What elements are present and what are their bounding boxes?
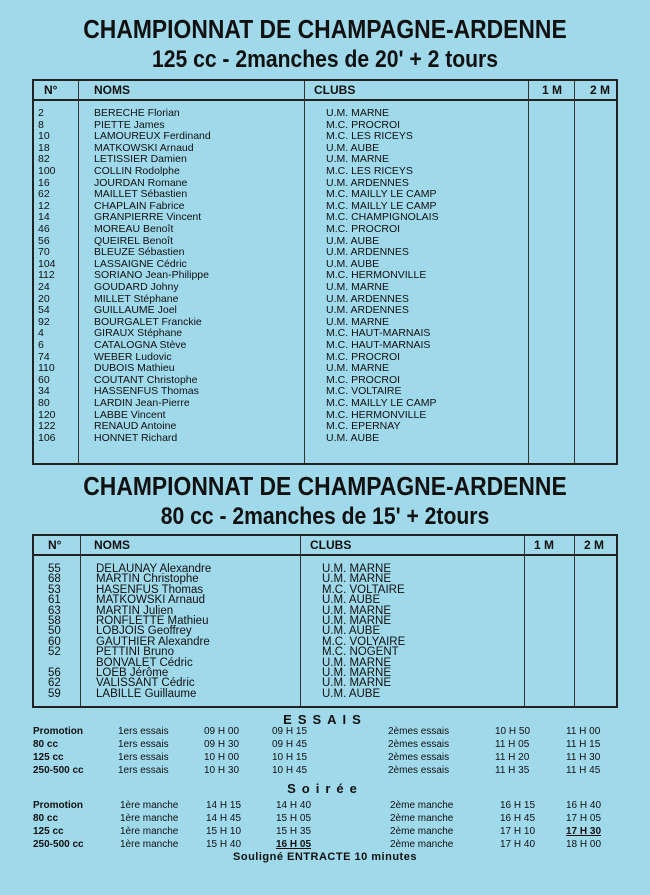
- rider-club: U.M. AUBE: [322, 625, 381, 638]
- start-time: 17 H 10: [500, 826, 536, 837]
- rider-name: BOURGALET Franckie: [94, 315, 202, 328]
- start-time: 16 H 15: [500, 800, 536, 811]
- session-label: 2ème manche: [390, 826, 454, 837]
- rider-club: U.M. AUBE: [326, 257, 380, 270]
- rider-number: 53: [48, 583, 61, 596]
- end-time: 15 H 35: [276, 826, 312, 837]
- rider-club: U.M. MARNE: [322, 615, 391, 627]
- rider-club: M.C. NOGENT: [322, 646, 399, 659]
- header-m1: 1 M: [542, 83, 563, 97]
- schedule-row: [0, 764, 650, 777]
- rider-club: M.C. HAUT-MARNAIS: [326, 327, 431, 340]
- rider-number: 60: [48, 635, 61, 648]
- session-label: 1ers essais: [118, 752, 169, 763]
- end-time: 17 H 30: [566, 826, 602, 837]
- rider-number: 100: [38, 165, 56, 177]
- rider-name: MATKOWSKI Arnaud: [94, 141, 194, 154]
- rider-number: 18: [38, 141, 50, 154]
- rider-number: 120: [38, 408, 56, 421]
- rider-number: 106: [38, 431, 56, 444]
- header-num: N°: [48, 538, 62, 552]
- category-label: 125 cc: [33, 752, 64, 763]
- rider-number: 62: [38, 188, 50, 201]
- rider-number: 112: [38, 269, 55, 282]
- rider-number: 8: [38, 118, 44, 131]
- rider-name: MOREAU Benoît: [94, 223, 174, 235]
- rider-club: M.C. LES RICEYS: [326, 165, 413, 177]
- session-label: 2ème manche: [390, 813, 454, 824]
- category-label: 250-500 cc: [33, 765, 84, 776]
- rider-name: LABBE Vincent: [94, 408, 166, 421]
- category-label: Promotion: [33, 800, 83, 811]
- schedule-row: [0, 725, 650, 738]
- rider-name: COUTANT Christophe: [94, 373, 198, 386]
- rider-club: U.M. ARDENNES: [326, 304, 409, 317]
- session-label: 1ers essais: [118, 726, 169, 737]
- rider-name: GOUDARD Johny: [94, 281, 179, 293]
- category-label: Promotion: [33, 726, 83, 737]
- rider-number: 70: [38, 246, 50, 259]
- table-row: [34, 108, 616, 120]
- rider-name: LAMOUREUX Ferdinand: [94, 130, 211, 143]
- rider-number: 46: [38, 223, 50, 235]
- rider-name: JOURDAN Romane: [94, 176, 188, 189]
- session-label: 2ème manche: [390, 800, 454, 811]
- rider-name: DELAUNAY Alexandre: [96, 563, 212, 575]
- header-m1: 1 M: [534, 538, 555, 552]
- rider-number: 54: [38, 304, 50, 317]
- rider-club: U.M. MARNE: [322, 667, 391, 679]
- rider-club: M.C. LES RICEYS: [326, 130, 413, 143]
- start-time: 09 H 00: [204, 726, 240, 737]
- start-time: 11 H 35: [495, 765, 530, 776]
- rider-club: U.M. MARNE: [326, 107, 389, 119]
- rider-club: M.C. MAILLY LE CAMP: [326, 188, 437, 201]
- start-time: 15 H 10: [206, 826, 242, 837]
- table-row: [34, 340, 616, 352]
- end-time: 11 H 45: [566, 765, 601, 776]
- rider-number: 10: [38, 130, 50, 143]
- footer-note: Souligné ENTRACTE 10 minutes: [233, 851, 417, 863]
- rider-number: 82: [38, 153, 50, 166]
- end-time: 11 H 15: [566, 739, 601, 750]
- rider-club: U.M. AUBE: [322, 687, 381, 700]
- rider-name: MARTIN Julien: [96, 604, 174, 617]
- rider-number: 92: [38, 315, 50, 328]
- rider-club: M.C. VOLTAIRE: [326, 385, 402, 398]
- soiree-title: Soirée: [287, 781, 363, 796]
- table-header: [34, 536, 616, 556]
- rider-name: QUEIREL Benoît: [94, 234, 173, 247]
- start-time: 16 H 45: [500, 813, 536, 824]
- rider-number: 2: [38, 107, 44, 119]
- rider-name: LOBJOIS Geoffrey: [96, 625, 192, 638]
- header-num: N°: [44, 83, 58, 97]
- rider-club: U.M. AUBE: [326, 234, 380, 247]
- table-row: [34, 433, 616, 445]
- rider-club: U.M. ARDENNES: [326, 292, 409, 305]
- rider-club: U.M. MARNE: [326, 362, 389, 375]
- rider-club: U.M. AUBE: [326, 141, 380, 154]
- rider-number: 24: [38, 281, 50, 293]
- rider-number: 16: [38, 176, 50, 189]
- rider-name: MAILLET Sébastien: [94, 188, 188, 201]
- end-time: 16 H 05: [276, 839, 312, 850]
- start-time: 11 H 05: [495, 739, 530, 750]
- schedule-row: [0, 751, 650, 764]
- subtitle-125: 125 cc - 2manches de 20' + 2 tours: [151, 46, 499, 73]
- start-time: 10 H 50: [495, 726, 531, 737]
- subtitle-80: 80 cc - 2manches de 15' + 2tours: [160, 503, 490, 530]
- schedule-row: [0, 825, 650, 838]
- rider-number: 12: [38, 199, 50, 212]
- table-row: [34, 398, 616, 410]
- rider-name: RONFLETTE Mathieu: [96, 615, 209, 627]
- end-time: 16 H 40: [566, 800, 602, 811]
- header-m2: 2 M: [584, 538, 605, 552]
- table-row: [34, 282, 616, 294]
- schedule-row: [0, 799, 650, 812]
- rider-club: M.C. CHAMPIGNOLAIS: [326, 211, 439, 224]
- schedule-row: [0, 738, 650, 751]
- rider-club: U.M. AUBE: [326, 431, 380, 444]
- rider-number: 56: [38, 234, 50, 247]
- header-clubs: CLUBS: [310, 538, 352, 552]
- session-label: 1ers essais: [118, 765, 169, 776]
- rider-club: M.C. PROCROI: [326, 350, 401, 363]
- rider-number: 61: [48, 594, 61, 607]
- rider-number: 6: [38, 339, 44, 351]
- session-label: 1ère manche: [120, 813, 179, 824]
- rider-name: CHAPLAIN Fabrice: [94, 199, 185, 212]
- rider-number: 58: [48, 615, 61, 627]
- rider-name: VALISSANT Cédric: [96, 677, 195, 690]
- title-125: CHAMPIONNAT DE CHAMPAGNE-ARDENNE: [83, 14, 567, 44]
- start-time: 11 H 20: [495, 752, 530, 763]
- start-time: 17 H 40: [500, 839, 536, 850]
- rider-name: GIRAUX Stéphane: [94, 327, 183, 340]
- session-label: 1ers essais: [118, 739, 169, 750]
- rider-club: M.C. EPERNAY: [326, 420, 401, 433]
- rider-club: U.M. MARNE: [322, 656, 391, 669]
- rider-club: U.M. MARNE: [322, 604, 391, 617]
- rider-name: MATKOWSKI Arnaud: [96, 594, 206, 607]
- rider-number: 59: [48, 687, 61, 700]
- rider-club: M.C. PROCROI: [326, 223, 401, 235]
- rider-name: COLLIN Rodolphe: [94, 165, 180, 177]
- rider-number: 110: [38, 362, 55, 375]
- rider-name: GUILLAUME Joel: [94, 304, 177, 317]
- rider-number: 4: [38, 327, 44, 340]
- rider-club: U.M. ARDENNES: [326, 246, 409, 259]
- rider-name: DUBOIS Mathieu: [94, 362, 175, 375]
- end-time: 10 H 45: [272, 765, 308, 776]
- rider-name: LETISSIER Damien: [94, 153, 187, 166]
- rider-name: HASSENFUS Thomas: [94, 385, 199, 398]
- schedule-row: [0, 838, 650, 851]
- start-time: 10 H 30: [204, 765, 240, 776]
- table-row: [34, 166, 616, 178]
- rider-number: 122: [38, 420, 56, 433]
- rider-name: GAUTHIER Alexandre: [96, 635, 210, 648]
- essais-title: ESSAIS: [283, 712, 367, 727]
- rider-number: 80: [38, 397, 50, 409]
- rider-club: U.M. AUBE: [322, 594, 381, 607]
- rider-club: M.C. VOLYAIRE: [322, 635, 406, 648]
- rider-name: PETTINI Bruno: [96, 646, 174, 659]
- rider-number: 52: [48, 646, 61, 659]
- end-time: 10 H 15: [272, 752, 308, 763]
- session-label: 1ère manche: [120, 800, 179, 811]
- start-time: 09 H 30: [204, 739, 240, 750]
- rider-number: 34: [38, 385, 50, 398]
- header-m2: 2 M: [590, 83, 611, 97]
- session-label: 2èmes essais: [388, 739, 450, 750]
- rider-name: WEBER Ludovic: [94, 350, 172, 363]
- end-time: 11 H 00: [566, 726, 601, 737]
- header-names: NOMS: [94, 538, 130, 552]
- start-time: 14 H 45: [206, 813, 242, 824]
- rider-number: 63: [48, 604, 61, 617]
- rider-number: 74: [38, 350, 50, 363]
- rider-name: SORIANO Jean-Philippe: [94, 269, 209, 282]
- rider-club: M.C. PROCROI: [326, 118, 401, 131]
- rider-club: U.M. MARNE: [322, 677, 391, 690]
- table-row: [34, 689, 616, 699]
- end-time: 14 H 40: [276, 800, 312, 811]
- rider-name: RENAUD Antoine: [94, 420, 177, 433]
- table-80: [32, 534, 618, 708]
- rider-name: LABILLE Guillaume: [96, 687, 197, 700]
- session-label: 1ère manche: [120, 839, 179, 850]
- rider-name: BERECHE Florian: [94, 107, 180, 119]
- rider-club: U.M. MARNE: [326, 153, 389, 166]
- session-label: 2èmes essais: [388, 726, 450, 737]
- rider-name: PIETTE James: [94, 118, 165, 131]
- end-time: 15 H 05: [276, 813, 312, 824]
- rider-name: BLEUZE Sébastien: [94, 246, 185, 259]
- rider-number: 56: [48, 667, 61, 679]
- rider-name: HONNET Richard: [94, 431, 178, 444]
- start-time: 10 H 00: [204, 752, 240, 763]
- category-label: 80 cc: [33, 813, 59, 824]
- rider-name: LASSAIGNE Cédric: [94, 257, 187, 270]
- rider-number: 20: [38, 292, 50, 305]
- rider-number: 68: [48, 573, 61, 586]
- rider-club: U.M. ARDENNES: [326, 176, 409, 189]
- category-label: 125 cc: [33, 826, 64, 837]
- rider-club: M.C. HERMONVILLE: [326, 408, 427, 421]
- rider-number: 14: [38, 211, 50, 224]
- session-label: 2èmes essais: [388, 765, 450, 776]
- rider-club: M.C. HERMONVILLE: [326, 269, 427, 282]
- rider-club: M.C. HAUT-MARNAIS: [326, 339, 431, 351]
- rider-club: M.C. PROCROI: [326, 373, 401, 386]
- rider-name: HASENFUS Thomas: [96, 583, 204, 596]
- table-row: [34, 224, 616, 236]
- rider-name: MARTIN Christophe: [96, 573, 199, 586]
- rider-number: 104: [38, 257, 56, 270]
- rider-name: LOEB Jérôme: [96, 667, 169, 679]
- end-time: 09 H 45: [272, 739, 308, 750]
- category-label: 250-500 cc: [33, 839, 84, 850]
- end-time: 17 H 05: [566, 813, 602, 824]
- session-label: 2ème manche: [390, 839, 454, 850]
- session-label: 2èmes essais: [388, 752, 450, 763]
- rider-name: MILLET Stéphane: [94, 292, 179, 305]
- header-clubs: CLUBS: [314, 83, 356, 97]
- title-80: CHAMPIONNAT DE CHAMPAGNE-ARDENNE: [83, 471, 567, 501]
- rider-club: M.C. MAILLY LE CAMP: [326, 199, 437, 212]
- rider-number: 62: [48, 677, 61, 690]
- header-names: NOMS: [94, 83, 130, 97]
- rider-number: 50: [48, 625, 61, 638]
- start-time: 14 H 15: [206, 800, 242, 811]
- rider-name: LARDIN Jean-Pierre: [94, 397, 190, 409]
- session-label: 1ère manche: [120, 826, 179, 837]
- start-time: 15 H 40: [206, 839, 242, 850]
- rider-number: 60: [38, 373, 50, 386]
- category-label: 80 cc: [33, 739, 59, 750]
- rider-club: U.M. MARNE: [322, 573, 391, 586]
- end-time: 09 H 15: [272, 726, 308, 737]
- table-125: [32, 79, 618, 465]
- end-time: 18 H 00: [566, 839, 602, 850]
- rider-name: CATALOGNA Stève: [94, 339, 187, 351]
- rider-club: M.C. MAILLY LE CAMP: [326, 397, 437, 409]
- schedule-row: [0, 812, 650, 825]
- rider-name: GRANPIERRE Vincent: [94, 211, 202, 224]
- rider-club: U.M. MARNE: [326, 281, 389, 293]
- rider-name: BONVALET Cédric: [96, 656, 193, 669]
- rider-club: U.M. MARNE: [322, 563, 391, 575]
- rider-club: M.C. VOLTAIRE: [322, 583, 405, 596]
- end-time: 11 H 30: [566, 752, 601, 763]
- rider-number: 55: [48, 563, 61, 575]
- rider-club: U.M. MARNE: [326, 315, 389, 328]
